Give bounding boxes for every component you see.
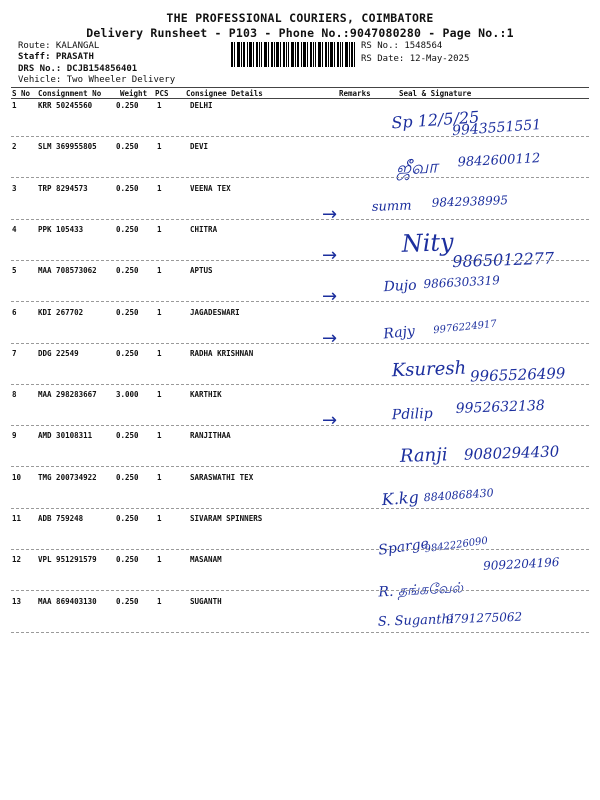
col-consignee: Consignee Details xyxy=(186,89,263,98)
signature-phone: 8840868430 xyxy=(423,486,495,505)
row-weight: 0.250 xyxy=(116,225,139,234)
row-signature xyxy=(371,186,596,234)
row-consignee: MASANAM xyxy=(190,555,222,564)
signature-name: S. Suganthi xyxy=(377,612,455,630)
signature-name: Pdilip xyxy=(391,405,433,424)
row-weight: 0.250 xyxy=(116,514,139,523)
col-remarks: Remarks xyxy=(339,89,371,98)
signature-phone: 9952632138 xyxy=(455,397,546,417)
drs-number: DRS No.: DCJB154856401 xyxy=(18,64,138,74)
route-label: Route: KALANGAL xyxy=(18,41,100,51)
row-consignment-no: AMD 30108311 xyxy=(38,431,93,440)
row-divider xyxy=(11,425,589,426)
row-pcs: 1 xyxy=(157,431,162,440)
row-consignee: RADHA KRISHNAN xyxy=(190,349,254,358)
row-weight: 0.250 xyxy=(116,555,139,564)
row-consignee: SUGANTH xyxy=(190,597,222,606)
col-sno: S No xyxy=(12,89,31,98)
row-divider xyxy=(11,219,589,220)
row-sno: 3 xyxy=(12,184,17,193)
signature-name: Ranji xyxy=(399,444,448,467)
row-pcs: 1 xyxy=(157,142,162,151)
row-sno: 7 xyxy=(12,349,17,358)
arrow-right-icon: → xyxy=(322,286,338,307)
signature-phone: 9976224917 xyxy=(432,318,498,337)
signature-name: K.kg xyxy=(381,487,420,510)
row-weight: 0.250 xyxy=(116,349,139,358)
row-signature xyxy=(371,599,596,647)
row-sno: 5 xyxy=(12,266,17,275)
signature-phone: 9791275062 xyxy=(445,609,523,627)
row-divider xyxy=(11,343,589,344)
row-divider xyxy=(11,260,589,261)
row-consignment-no: KDI 267702 xyxy=(38,308,84,317)
barcode xyxy=(231,42,355,67)
signature-phone: 9092204196 xyxy=(482,555,560,574)
row-weight: 3.000 xyxy=(116,390,139,399)
row-divider xyxy=(11,590,589,591)
row-divider xyxy=(11,384,589,385)
signature-phone: 9943551551 xyxy=(451,117,542,140)
row-divider xyxy=(11,632,589,633)
col-consignment: Consignment No xyxy=(38,89,102,98)
row-weight: 0.250 xyxy=(116,308,139,317)
row-sno: 2 xyxy=(12,142,17,151)
row-consignment-no: MAA 869403130 xyxy=(38,597,97,606)
row-pcs: 1 xyxy=(157,308,162,317)
row-pcs: 1 xyxy=(157,597,162,606)
row-sno: 10 xyxy=(12,473,22,482)
vehicle-label: Vehicle: Two Wheeler Delivery xyxy=(18,75,176,85)
arrow-right-icon: → xyxy=(322,328,338,349)
row-sno: 8 xyxy=(12,390,17,399)
row-consignee: JAGADESWARI xyxy=(190,308,240,317)
rs-date: RS Date: 12-May-2025 xyxy=(361,54,470,64)
row-consignee: CHITRA xyxy=(190,225,218,234)
signature-phone: 9866303319 xyxy=(423,273,501,292)
arrow-right-icon: → xyxy=(322,410,338,431)
row-consignment-no: VPL 951291579 xyxy=(38,555,97,564)
signature-phone: 9842226090 xyxy=(424,535,489,556)
arrow-right-icon: → xyxy=(322,204,338,225)
company-name: THE PROFESSIONAL COURIERS, COIMBATORE xyxy=(166,11,434,25)
arrow-right-icon: → xyxy=(322,245,338,266)
row-sno: 11 xyxy=(12,514,22,523)
row-consignee: KARTHIK xyxy=(190,390,222,399)
row-sno: 6 xyxy=(12,308,17,317)
row-consignment-no: KRR 50245560 xyxy=(38,101,93,110)
row-divider xyxy=(11,549,589,550)
signature-phone: 9842938995 xyxy=(431,193,509,210)
row-pcs: 1 xyxy=(157,101,162,110)
runsheet-title: Delivery Runsheet - P103 - Phone No.:9047080280 - Page No.:1 xyxy=(86,26,514,40)
row-divider xyxy=(11,136,589,137)
signature-phone: 9080294430 xyxy=(463,442,560,464)
row-consignee: SIVARAM SPINNERS xyxy=(190,514,263,523)
row-sno: 9 xyxy=(12,431,17,440)
row-divider xyxy=(11,301,589,302)
row-consignee: DEVI xyxy=(190,142,209,151)
row-consignee: VEENA TEX xyxy=(190,184,231,193)
rs-number: RS No.: 1548564 xyxy=(361,41,443,51)
col-signature: Seal & Signature xyxy=(399,89,472,98)
header-rule-bottom xyxy=(11,98,589,99)
row-pcs: 1 xyxy=(157,349,162,358)
signature-name: summ xyxy=(371,198,412,215)
row-consignment-no: TRP 8294573 xyxy=(38,184,88,193)
row-consignee: DELHI xyxy=(190,101,213,110)
row-weight: 0.250 xyxy=(116,266,139,275)
row-consignee: APTUS xyxy=(190,266,213,275)
header-rule-top xyxy=(11,87,589,88)
row-consignment-no: DDG 22549 xyxy=(38,349,79,358)
signature-name: Ksuresh xyxy=(391,357,467,382)
row-weight: 0.250 xyxy=(116,142,139,151)
row-consignee: RANJITHAA xyxy=(190,431,231,440)
row-consignment-no: MAA 298283667 xyxy=(38,390,97,399)
col-pcs: PCS xyxy=(155,89,169,98)
signature-name: Sparge xyxy=(377,535,430,559)
row-pcs: 1 xyxy=(157,390,162,399)
row-pcs: 1 xyxy=(157,514,162,523)
row-signature xyxy=(371,351,596,399)
row-sno: 12 xyxy=(12,555,22,564)
col-weight: Weight xyxy=(120,89,148,98)
row-consignee: SARASWATHI TEX xyxy=(190,473,254,482)
signature-phone: 9965526499 xyxy=(469,364,566,386)
row-pcs: 1 xyxy=(157,555,162,564)
signature-name: Sp 12/5/25 xyxy=(390,107,480,133)
row-weight: 0.250 xyxy=(116,597,139,606)
row-weight: 0.250 xyxy=(116,184,139,193)
signature-name: R. தங்கவேல் xyxy=(378,580,464,601)
staff-label: Staff: PRASATH xyxy=(18,52,94,62)
signature-name: Nity xyxy=(401,228,455,258)
row-weight: 0.250 xyxy=(116,101,139,110)
row-pcs: 1 xyxy=(157,473,162,482)
row-consignment-no: TMG 200734922 xyxy=(38,473,97,482)
row-signature xyxy=(371,392,596,440)
row-pcs: 1 xyxy=(157,266,162,275)
row-pcs: 1 xyxy=(157,225,162,234)
row-weight: 0.250 xyxy=(116,473,139,482)
row-consignment-no: PPK 105433 xyxy=(38,225,84,234)
row-sno: 13 xyxy=(12,597,22,606)
row-divider xyxy=(11,177,589,178)
row-divider xyxy=(11,508,589,509)
signature-phone: 9842600112 xyxy=(457,151,541,171)
signature-name: Rajy xyxy=(382,323,416,343)
row-consignment-no: SLM 369955805 xyxy=(38,142,97,151)
row-divider xyxy=(11,466,589,467)
row-consignment-no: MAA 708573062 xyxy=(38,266,97,275)
signature-phone: 9865012277 xyxy=(452,248,555,272)
row-sno: 4 xyxy=(12,225,17,234)
signature-name: ஜீவா xyxy=(395,156,439,180)
signature-name: Dujo xyxy=(383,277,418,296)
row-consignment-no: ADB 759248 xyxy=(38,514,84,523)
row-pcs: 1 xyxy=(157,184,162,193)
row-weight: 0.250 xyxy=(116,431,139,440)
row-sno: 1 xyxy=(12,101,17,110)
